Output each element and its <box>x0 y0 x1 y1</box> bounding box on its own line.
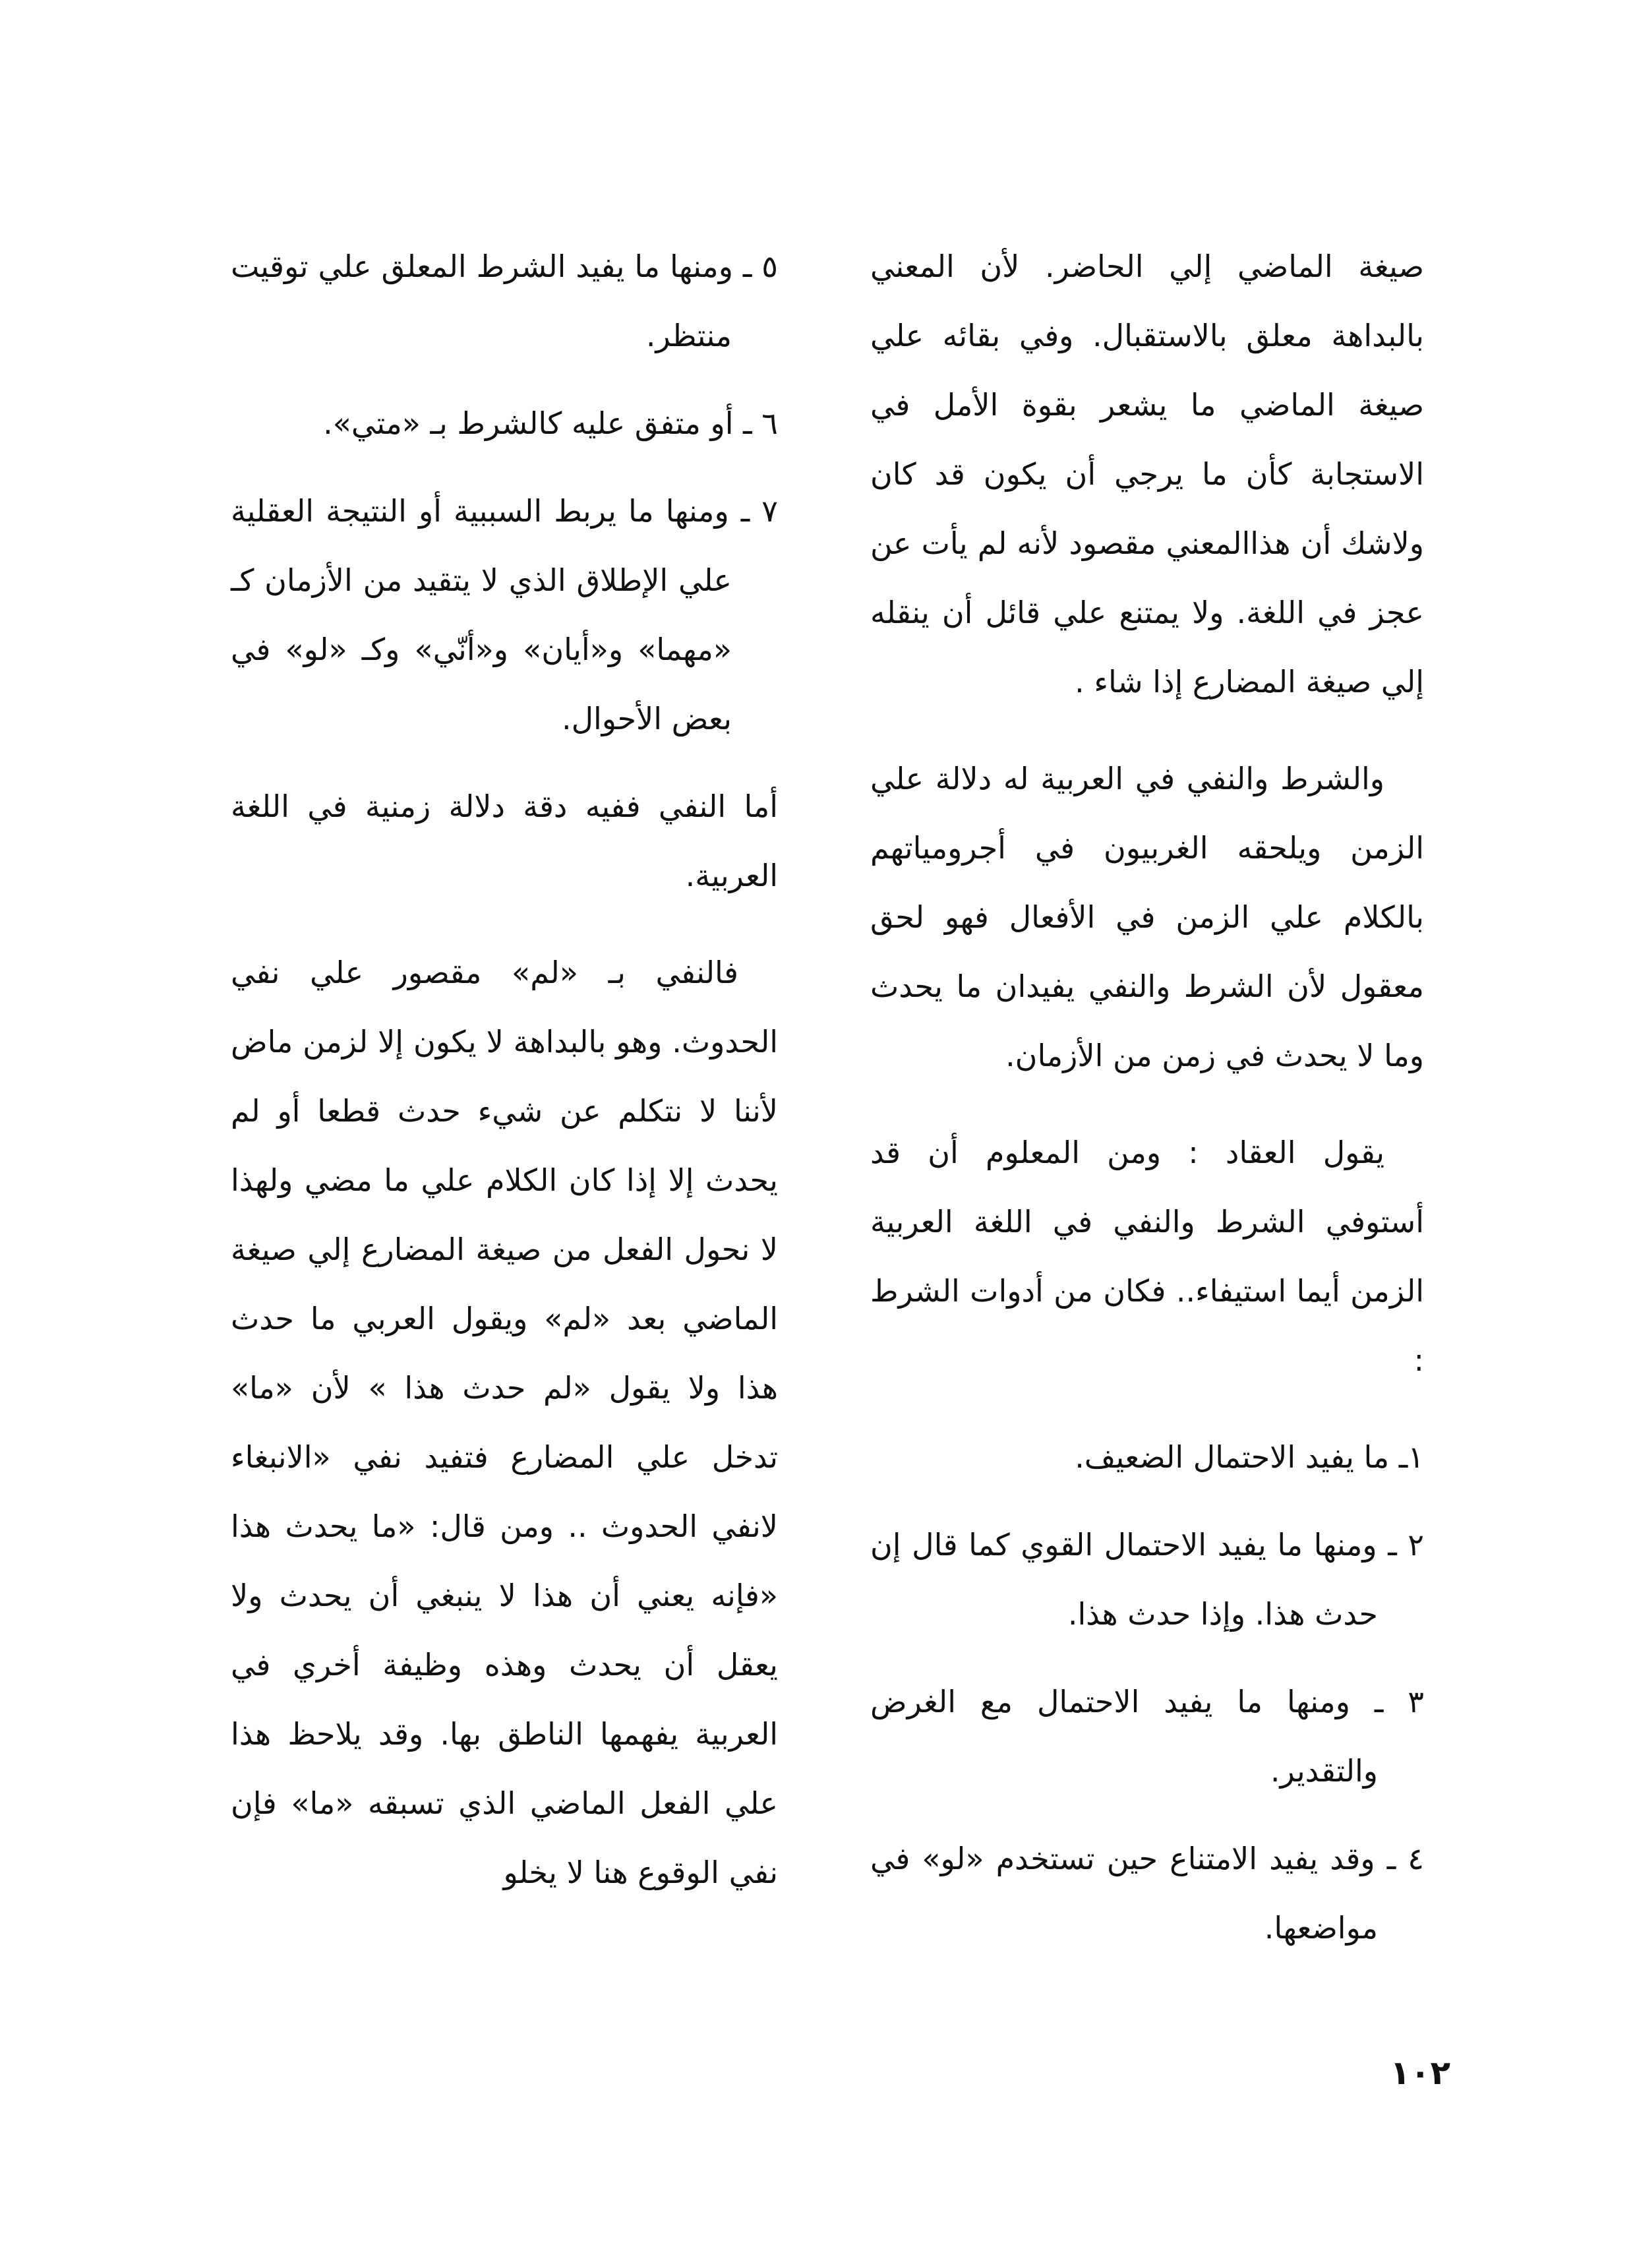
list-item: ٥ ـ ومنها ما يفيد الشرط المعلق علي توقيت منتظر. <box>231 249 778 353</box>
list-item: ٢ ـ ومنها ما يفيد الاحتمال القوي كما قال إن حدث هذا. وإذا حدث هذا. <box>870 1527 1424 1632</box>
paragraph: صيغة الماضي إلي الحاضر. لأن المعني بالبداهة معلق بالاستقبال. وفي بقائه علي صيغة الماضي ما يشعر بقوة الأمل في الاستجابة كأن ما يرجي أن يكون قد كان ولاشك أن هذاالمعني مقصود لأنه لم يأت عن عجز في اللغة. ولا يمتنع علي قائل أن ينقله إلي صيغة المضارع إذا شاء . <box>870 249 1424 700</box>
list-item: ١ـ ما يفيد الاحتمال الضعيف. <box>1075 1439 1424 1475</box>
list-item: ٧ ـ ومنها ما يربط السببية أو النتيجة العقلية علي الإطلاق الذي لا يتقيد من الأزمان كـ «مهما» و«أيان» و«أنّي» وكـ «لو» في بعض الأحوال. <box>231 493 778 736</box>
paragraph: يقول العقاد : ومن المعلوم أن قد أستوفي الشرط والنفي في اللغة العربية الزمن أيما استيفاء.. فكان من أدوات الشرط : <box>870 1135 1424 1378</box>
list-item: ٤ ـ وقد يفيد الامتناع حين تستخدم «لو» في مواضعها. <box>870 1841 1424 1946</box>
right-column <box>870 232 1424 1981</box>
left-column <box>231 232 778 1935</box>
list-item: ٣ ـ ومنها ما يفيد الاحتمال مع الغرض والتقدير. <box>870 1684 1424 1789</box>
paragraph: والشرط والنفي في العربية له دلالة علي الزمن ويلحقه الغربيون في أجرومياتهم بالكلام علي الزمن في الأفعال فهو لحق معقول لأن الشرط والنفي يفيدان ما يحدث وما لا يحدث في زمن من الأزمان. <box>870 761 1424 1073</box>
list-item: ٦ ـ أو متفق عليه كالشرط بـ «متي». <box>323 405 778 441</box>
paragraph: أما النفي ففيه دقة دلالة زمنية في اللغة العربية. <box>231 789 778 893</box>
page-number: ١٠٢ <box>1390 2054 1450 2092</box>
paragraph: فالنفي بـ «لم» مقصور علي نفي الحدوث. وهو بالبداهة لا يكون إلا لزمن ماض لأننا لا نتكلم عن شيء حدث قطعا أو لم يحدث إلا إذا كان الكلام علي ما مضي ولهذا لا نحول الفعل من صيغة المضارع إلي صيغة الماضي بعد «لم» ويقول العربي ما حدث هذا ولا يقول «لم حدث هذا » لأن «ما» تدخل علي المضارع فتفيد نفي «الانبغاء لانفي الحدوث .. ومن قال: «ما يحدث هذا «فإنه يعني أن هذا لا ينبغي أن يحدث ولا يعقل أن يحدث وهذه وظيفة أخري في العربية يفهمها الناطق بها. وقد يلاحظ هذا علي الفعل الماضي الذي تسبقه «ما» فإن نفي الوقوع هنا لا يخلو <box>231 955 778 1890</box>
